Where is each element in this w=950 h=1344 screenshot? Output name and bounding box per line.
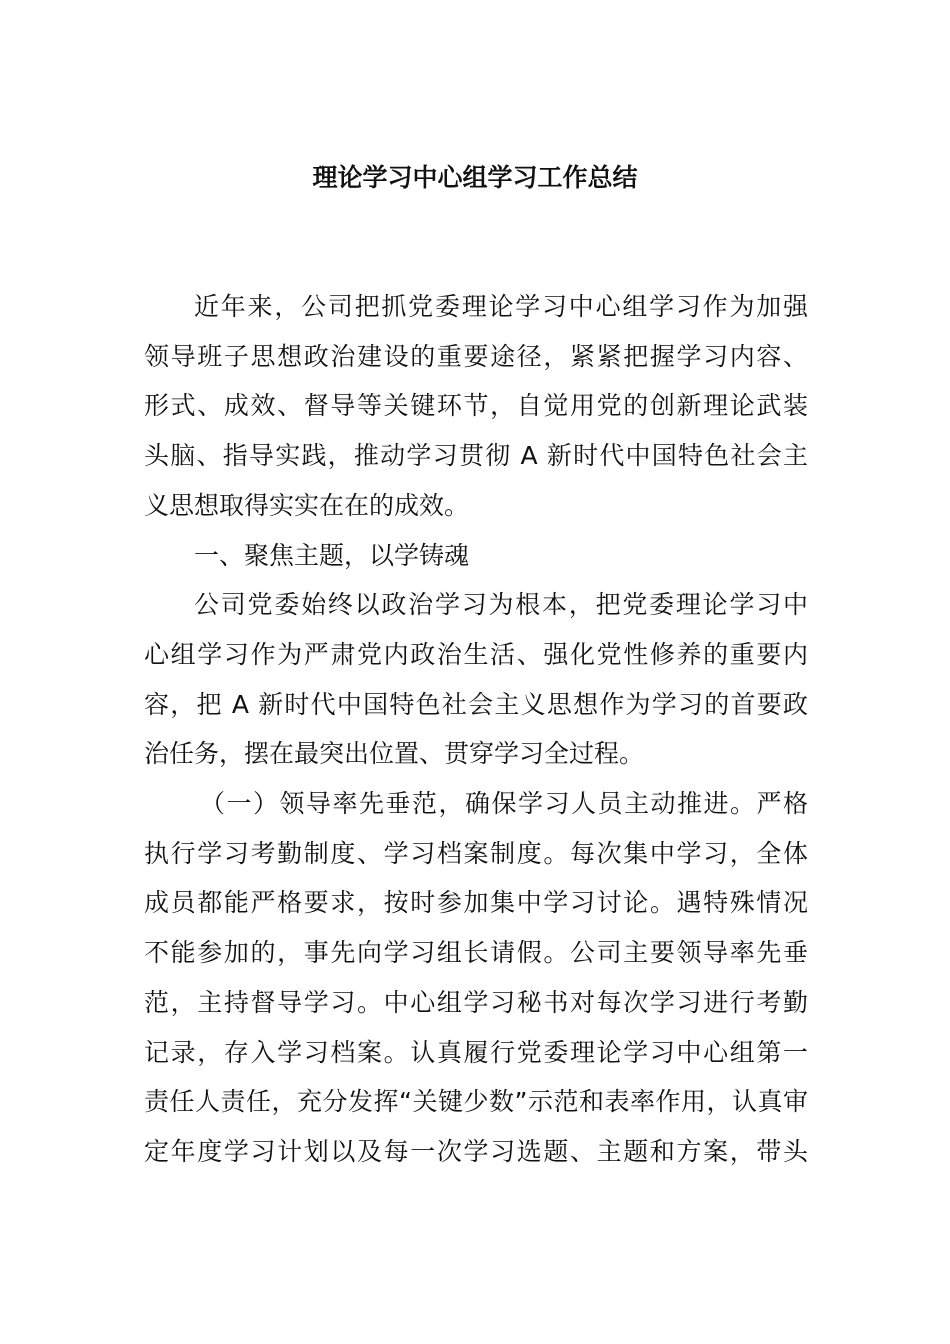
paragraph-line: 记录，存入学习档案。认真履行党委理论学习中心组第一 (144, 1037, 808, 1067)
paragraph-line: 近年来，公司把抓党委理论学习中心组学习作为加强 (194, 292, 808, 321)
document-body (144, 282, 808, 1177)
paragraph-line: 心组学习作为严肃党内政治生活、强化党性修养的重要内 (144, 639, 808, 669)
paragraph-line: 公司党委始终以政治学习为根本，把党委理论学习中 (194, 590, 808, 620)
paragraph-line: 容，把 A 新时代中国特色社会主义思想作为学习的首要政 (144, 689, 808, 719)
paragraph-line: 领导班子思想政治建设的重要途径，紧紧把握学习内容、 (144, 341, 808, 371)
paragraph-line: 成员都能严格要求，按时参加集中学习讨论。遇特殊情况 (144, 888, 808, 918)
paragraph-line: 治任务，摆在最突出位置、贯穿学习全过程。 (144, 739, 645, 769)
paragraph-line: 头脑、指导实践，推动学习贯彻 A 新时代中国特色社会主 (144, 441, 808, 471)
paragraph-line: 不能参加的，事先向学习组长请假。公司主要领导率先垂 (144, 938, 808, 968)
paragraph-line: 执行学习考勤制度、学习档案制度。每次集中学习，全体 (144, 838, 808, 868)
subsection-line: （一）领导率先垂范，确保学习人员主动推进。严格 (200, 789, 808, 819)
paragraph-line: 责任人责任，充分发挥“关键少数”示范和表率作用，认真审 (144, 1087, 808, 1117)
section-heading: 一、聚焦主题，以学铸魂 (194, 540, 470, 570)
paragraph-line: 形式、成效、督导等关键环节，自觉用党的创新理论武装 (144, 391, 808, 421)
document-title: 理论学习中心组学习工作总结 (312, 163, 638, 192)
paragraph-line: 定年度学习计划以及每一次学习选题、主题和方案，带头 (144, 1136, 808, 1166)
paragraph-line: 义思想取得实实在在的成效。 (144, 490, 470, 520)
paragraph-line: 范，主持督导学习。中心组学习秘书对每次学习进行考勤 (144, 987, 808, 1017)
